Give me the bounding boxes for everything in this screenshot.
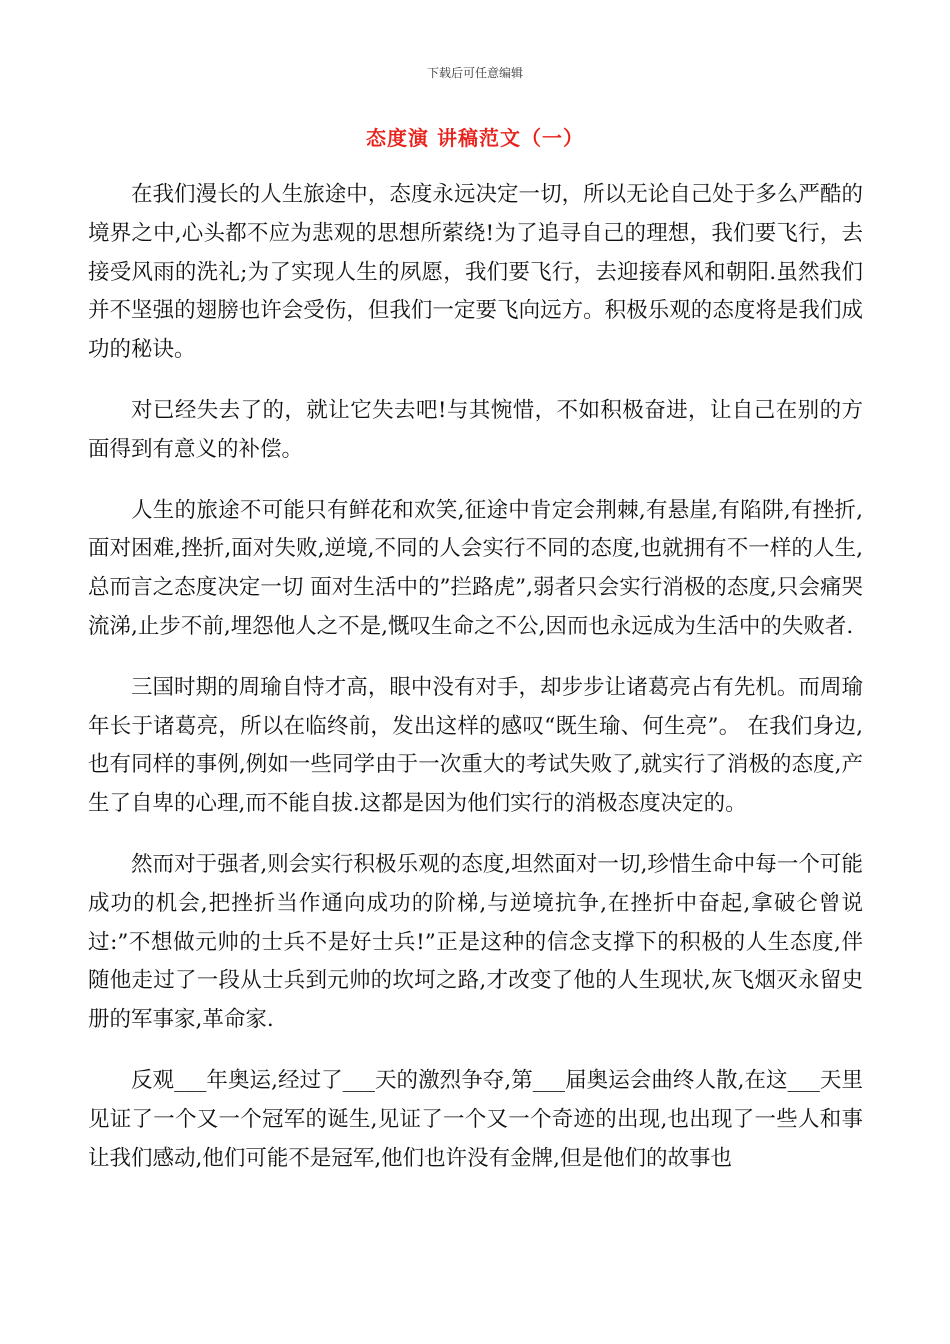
- paragraph: 然而对于强者,则会实行积极乐观的态度,坦然面对一切,珍惜生命中每一个可能成功的机会,把挫折当作通向成功的阶梯,与逆境抗争,在挫折中奋起,拿破仑曾说过:”不想做元帅的士兵不是好士兵!”正是这种的信念支撑下的积极的人生态度,伴随他走过了一段从士兵到元帅的坎坷之路,才改变了他的人生现状,灰飞烟灭永留史册的军事家,革命家.: [88, 851, 863, 1033]
- document-title: 态度演 讲稿范文（一）: [366, 126, 584, 150]
- paragraph: 三国时期的周瑜自恃才高，眼中没有对手，却步步让诸葛亮占有先机。而周瑜年长于诸葛亮，所以在临终前，发出这样的感叹“既生瑜、何生亮”。 在我们身边,也有同样的事例,例如一些同学由于一次重大的考试失败了,就实行了消极的态度,产生了自卑的心理,而不能自拔.这都是因为他们实行的消极态度决定的。: [88, 674, 863, 817]
- paragraph: 人生的旅途不可能只有鲜花和欢笑,征途中肯定会荆棘,有悬崖,有陷阱,有挫折,面对困难,挫折,面对失败,逆境,不同的人会实行不同的态度,也就拥有不一样的人生,总而言之态度决定一切 面对生活中的”拦路虎”,弱者只会实行消极的态度,只会痛哭流涕,止步不前,埋怨他人之不是,慨叹生命之不公,因而也永远成为生活中的失败者.: [88, 497, 863, 639]
- header-note: 下载后可任意编辑: [426, 66, 523, 80]
- paragraph: 在我们漫长的人生旅途中，态度永远决定一切，所以无论自己处于多么严酷的境界之中,心头都不应为悲观的思想所萦绕!为了追寻自己的理想，我们要飞行，去接受风雨的洗礼;为了实现人生的夙愿，我们要飞行，去迎接春风和朝阳.虽然我们并不坚强的翅膀也许会受伤，但我们一定要飞向远方。积极乐观的态度将是我们成功的秘诀。: [88, 182, 863, 363]
- paragraph: 对已经失去了的，就让它失去吧!与其惋惜，不如积极奋进，让自己在别的方面得到有意义的补偿。: [88, 397, 863, 462]
- document-body: [88, 176, 863, 1200]
- paragraph: 反观___年奥运,经过了___天的激烈争夺,第___届奥运会曲终人散,在这___天里见证了一个又一个冠军的诞生,见证了一个又一个奇迹的出现,也出现了一些人和事让我们感动,他们可能不是冠军,他们也许没有金牌,但是他们的故事也: [88, 1067, 863, 1171]
